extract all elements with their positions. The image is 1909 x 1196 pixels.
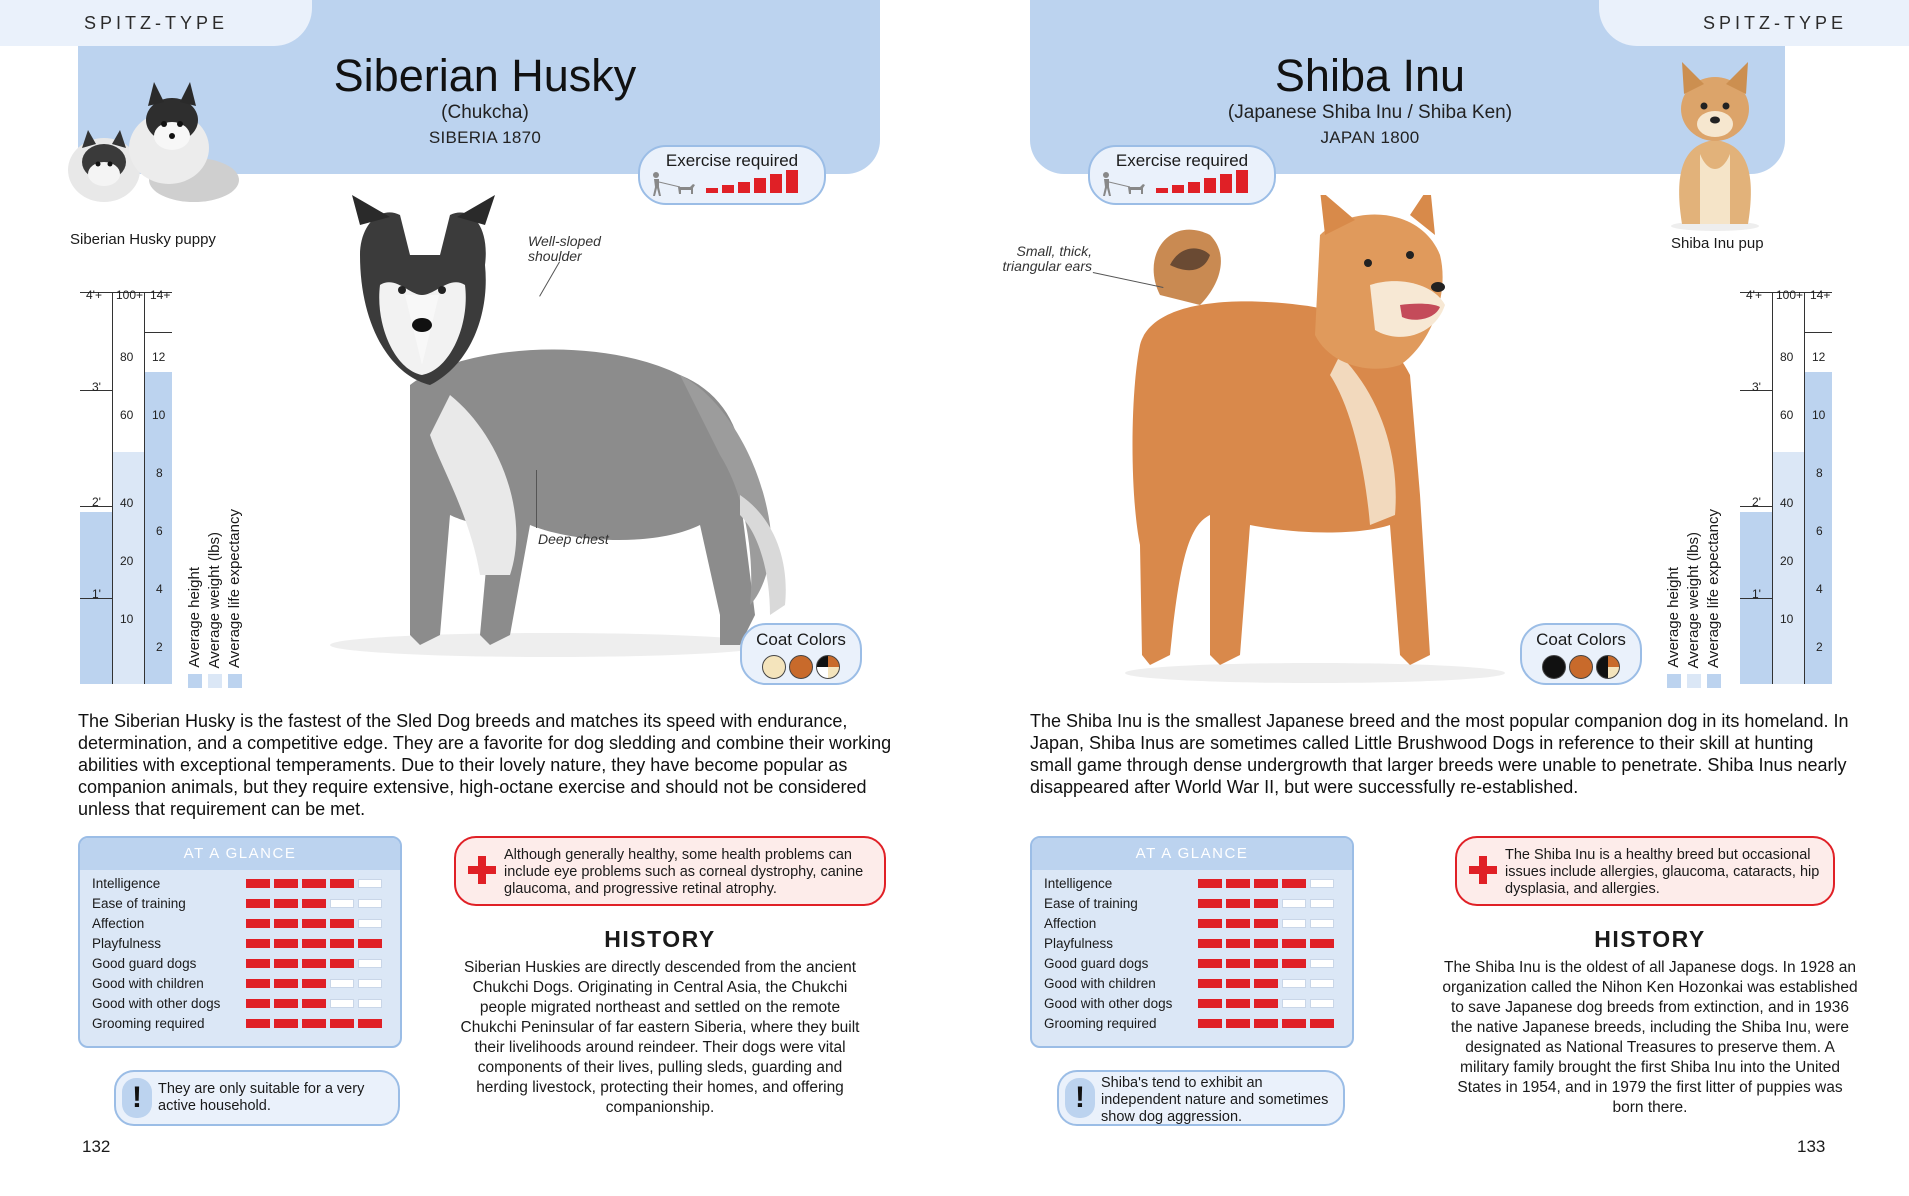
ruler-axis [1804,292,1805,684]
callout-line [536,470,537,528]
meter-segment [1282,919,1306,928]
legend-swatch [1687,674,1701,688]
right-page [955,0,1909,1196]
coat-swatch-cream [762,655,786,679]
meter-segment [1310,879,1334,888]
coat-colors-badge [1520,623,1642,685]
meter-segment [302,879,326,888]
history-text: The Shiba Inu is the oldest of all Japanese dogs. In 1928 an organization called the Nihon Ken Hozonkai was established to save Japanese dog breeds from extinction, and in 1936 the native Japanese breeds, including the Shiba Inu, were designated as National Treasures to preserve them. A military family brought the first Shiba Inu into the United States in 1954, and in 1979 the first litter of puppies was born there. [1442,959,1858,1116]
exercise-bar [1188,182,1200,193]
glance-row [1044,913,1342,933]
weight-fill [112,452,144,684]
glance-label: Ease of training [1044,895,1138,911]
meter-segment [302,979,326,988]
meter-segment [274,1019,298,1028]
life-tick: 14+ [150,288,171,302]
exercise-level-bars [706,170,798,193]
section-tab: SPITZ-TYPE [0,0,312,46]
meter-segment [274,899,298,908]
glance-meter [246,919,382,928]
glance-label: Playfulness [92,935,162,951]
ruler-legend [1665,496,1735,686]
meter-segment [274,939,298,948]
glance-meter [246,999,382,1008]
meter-segment [1226,959,1250,968]
glance-label: Playfulness [1044,935,1114,951]
health-plus-icon [468,856,496,884]
puppy-caption: Siberian Husky puppy [70,231,216,248]
glance-meter [1198,979,1334,988]
weight-tick: 10 [1780,612,1794,626]
exercise-bar [1172,185,1184,193]
breed-origin: JAPAN 1800 [1320,128,1420,147]
glance-meter [246,1019,382,1028]
glance-meter [246,939,382,948]
meter-segment [358,979,382,988]
warning-note [114,1070,400,1126]
meter-segment [1282,899,1306,908]
glance-meter [246,899,382,908]
meter-segment [1254,1019,1278,1028]
legend-life: Average life expectancy [1705,509,1722,668]
meter-segment [302,899,326,908]
glance-row [1044,873,1342,893]
meter-segment [274,999,298,1008]
meter-segment [330,899,354,908]
history-heading: HISTORY [1594,926,1706,952]
breed-description: The Siberian Husky is the fastest of the Sled Dog breeds and matches its speed with endurance, determination, and a competitive edge. They are a favorite for dog sledding and combine their working abilities with exceptional temperaments. Due to their lovely nature, they have become popular as companion animals, but they require extensive, high-octane exercise and should not be considered unless that requirement can be met. [78,711,892,819]
meter-segment [302,1019,326,1028]
glance-title: AT A GLANCE [1032,838,1352,870]
life-tick: 8 [1816,466,1823,480]
glance-label: Grooming required [1044,1015,1157,1031]
coat-swatch-mixed [1596,655,1620,679]
glance-label: Affection [1044,915,1097,931]
glance-label: Good guard dogs [92,955,197,971]
size-ruler-chart [1740,288,1832,684]
weight-tick: 100+ [1776,288,1804,302]
meter-segment [330,1019,354,1028]
legend-swatch [1667,674,1681,688]
height-tick: 2' [92,495,101,509]
weight-tick: 80 [120,350,134,364]
legend-life: Average life expectancy [226,509,243,668]
health-note [454,836,886,906]
meter-segment [1226,919,1250,928]
glance-meter [246,979,382,988]
page-number: 132 [82,1137,111,1156]
meter-segment [1198,999,1222,1008]
history-text: Siberian Huskies are directly descended from the ancient Chukchi Dogs. Originating in Central Asia, the Chukchi people migrated northeast and settled on the remote Chukchi Peninsular of far eastern Siberia, where they built their livelihoods around reindeer. Their dogs were vital components of their lives, pulling sleds, guarding and herding livestock, protecting their homes, and offering companionship. [460,959,860,1116]
meter-segment [1254,899,1278,908]
meter-segment [302,919,326,928]
warning-note [1057,1070,1345,1126]
glance-row [92,893,390,913]
weight-tick: 100+ [116,288,144,302]
meter-segment [274,919,298,928]
shiba-puppy-image [1660,54,1770,232]
meter-segment [1282,879,1306,888]
meter-segment [358,1019,382,1028]
glance-row [1044,1013,1342,1033]
shiba-inu-image [1100,195,1530,685]
meter-segment [274,959,298,968]
meter-segment [246,1019,270,1028]
glance-label: Good with other dogs [1044,995,1173,1011]
meter-segment [1310,999,1334,1008]
legend-swatch [208,674,222,688]
ruler-gridline [1804,332,1832,333]
meter-segment [1254,959,1278,968]
size-ruler-chart [80,288,172,684]
at-a-glance-panel [1030,836,1354,1048]
glance-row [1044,953,1342,973]
meter-segment [1310,899,1334,908]
meter-segment [302,959,326,968]
meter-segment [1254,919,1278,928]
meter-segment [274,879,298,888]
meter-segment [358,919,382,928]
callout-ears: Small, thick, triangular ears [1002,243,1092,275]
life-tick: 8 [156,466,163,480]
meter-segment [1226,979,1250,988]
glance-meter [1198,879,1334,888]
life-tick: 6 [1816,524,1823,538]
glance-label: Ease of training [92,895,186,911]
meter-segment [1226,879,1250,888]
meter-segment [358,959,382,968]
glance-row [92,913,390,933]
meter-segment [1310,979,1334,988]
coat-swatch-red [1569,655,1593,679]
health-plus-icon [1469,856,1497,884]
ruler-axis [1772,292,1773,684]
exercise-bar [722,185,734,193]
exercise-label: Exercise required [1115,151,1249,170]
glance-label: Affection [92,915,145,931]
glance-row [92,973,390,993]
weight-tick: 40 [120,496,134,510]
breed-alt-name: (Japanese Shiba Inu / Shiba Ken) [1227,102,1513,123]
meter-segment [1198,879,1222,888]
meter-segment [358,999,382,1008]
meter-segment [1254,999,1278,1008]
breed-origin: SIBERIA 1870 [428,128,542,147]
meter-segment [246,999,270,1008]
exercise-bar [1156,188,1168,193]
life-tick: 2 [156,640,163,654]
legend-weight: Average weight (lbs) [206,531,223,668]
meter-segment [330,879,354,888]
exercise-bar [738,182,750,193]
coat-colors-badge [740,623,862,685]
meter-segment [1198,979,1222,988]
meter-segment [1226,899,1250,908]
coat-label: Coat Colors [756,630,846,649]
meter-segment [330,959,354,968]
meter-segment [358,879,382,888]
weight-tick: 60 [120,408,134,422]
history-heading: HISTORY [604,926,716,952]
meter-segment [1254,979,1278,988]
glance-rows [80,870,400,1033]
meter-segment [246,939,270,948]
life-tick: 14+ [1810,288,1831,302]
meter-segment [1310,919,1334,928]
meter-segment [1282,999,1306,1008]
meter-segment [1282,979,1306,988]
note-text: They are only suitable for a very active household. [158,1081,365,1114]
meter-segment [246,879,270,888]
exercise-bar [770,174,782,193]
glance-row [92,953,390,973]
exercise-bar [1220,174,1232,193]
breed-title: Shiba Inu [1274,50,1466,101]
life-tick: 4 [1816,582,1823,596]
dog-walker-icon [1100,171,1152,197]
meter-segment [1310,939,1334,948]
glance-row [1044,933,1342,953]
legend-swatch [228,674,242,688]
glance-row [92,873,390,893]
meter-segment [274,979,298,988]
life-tick: 10 [1812,408,1826,422]
meter-segment [330,999,354,1008]
meter-segment [1226,939,1250,948]
legend-swatch [188,674,202,688]
life-tick: 12 [152,350,166,364]
ruler-axis [112,292,113,684]
glance-row [1044,993,1342,1013]
section-tab: SPITZ-TYPE [1599,0,1909,46]
legend-weight: Average weight (lbs) [1685,531,1702,668]
callout-shoulder: Well-sloped shoulder [528,233,601,265]
glance-label: Good guard dogs [1044,955,1149,971]
glance-label: Grooming required [92,1015,205,1031]
weight-tick: 10 [120,612,134,626]
glance-meter [1198,959,1334,968]
life-tick: 12 [1812,350,1826,364]
coat-label: Coat Colors [1536,630,1626,649]
glance-row [92,993,390,1013]
meter-segment [1198,899,1222,908]
exercise-bar [786,170,798,193]
meter-segment [1310,959,1334,968]
glance-meter [1198,1019,1334,1028]
ruler-gridline [144,332,172,333]
height-tick: 4'+ [1746,288,1762,302]
glance-row [1044,893,1342,913]
glance-label: Good with other dogs [92,995,221,1011]
weight-fill [1772,452,1804,684]
glance-meter [1198,919,1334,928]
glance-meter [1198,999,1334,1008]
glance-rows [1032,870,1352,1033]
life-tick: 2 [1816,640,1823,654]
exclamation-icon: ! [1065,1078,1095,1118]
meter-segment [330,919,354,928]
meter-segment [1226,999,1250,1008]
glance-label: Good with children [92,975,204,991]
glance-title: AT A GLANCE [80,838,400,870]
coat-swatch-mixed [816,655,840,679]
glance-meter [1198,939,1334,948]
breed-alt-name: (Chukcha) [441,102,529,123]
health-note [1455,836,1835,906]
life-tick: 4 [156,582,163,596]
meter-segment [1254,879,1278,888]
exercise-bar [706,188,718,193]
dog-walker-icon [650,171,702,197]
height-tick: 4'+ [86,288,102,302]
meter-segment [1198,919,1222,928]
meter-segment [246,899,270,908]
weight-tick: 40 [1780,496,1794,510]
weight-tick: 60 [1780,408,1794,422]
weight-tick: 20 [120,554,134,568]
glance-label: Intelligence [1044,875,1113,891]
health-text: The Shiba Inu is a healthy breed but occasional issues include allergies, glaucoma, cataracts, hip dysplasia, and allergies. [1505,847,1820,897]
left-page [0,0,954,1196]
meter-segment [1254,939,1278,948]
meter-segment [302,999,326,1008]
glance-meter [246,959,382,968]
glance-label: Good with children [1044,975,1156,991]
ruler-legend [186,496,256,686]
meter-segment [1310,1019,1334,1028]
glance-row [1044,973,1342,993]
legend-swatch [1707,674,1721,688]
page-number: 133 [1797,1137,1826,1156]
height-tick: 2' [1752,495,1761,509]
note-text: Shiba's tend to exhibit an independent nature and sometimes show dog aggression. [1101,1075,1329,1125]
meter-segment [302,939,326,948]
coat-swatch-black [1542,655,1566,679]
height-tick: 1' [1752,587,1761,601]
health-text: Although generally healthy, some health problems can include eye problems such as corneal dystrophy, canine glaucoma, and progressive retinal atrophy. [504,847,864,897]
meter-segment [358,939,382,948]
siberian-husky-image [300,195,800,665]
meter-segment [246,979,270,988]
life-tick: 6 [156,524,163,538]
weight-tick: 20 [1780,554,1794,568]
at-a-glance-panel [78,836,402,1048]
glance-meter [1198,899,1334,908]
glance-row [92,933,390,953]
exercise-label: Exercise required [665,151,799,170]
meter-segment [330,979,354,988]
height-tick: 1' [92,587,101,601]
life-tick: 10 [152,408,166,422]
legend-height: Average height [1665,567,1682,668]
exercise-bar [1236,170,1248,193]
weight-tick: 80 [1780,350,1794,364]
meter-segment [358,899,382,908]
height-tick: 3' [92,380,101,394]
meter-segment [1282,939,1306,948]
callout-chest: Deep chest [538,531,609,547]
exercise-bar [754,178,766,193]
ruler-axis [144,292,145,684]
meter-segment [246,959,270,968]
glance-row [92,1013,390,1033]
meter-segment [330,939,354,948]
puppy-caption: Shiba Inu pup [1671,235,1764,252]
height-tick: 3' [1752,380,1761,394]
glance-meter [246,879,382,888]
exclamation-icon: ! [122,1078,152,1118]
meter-segment [1282,1019,1306,1028]
legend-height: Average height [186,567,203,668]
exercise-level-bars [1156,170,1248,193]
meter-segment [1282,959,1306,968]
meter-segment [246,919,270,928]
exercise-bar [1204,178,1216,193]
coat-swatch-red [789,655,813,679]
meter-segment [1226,1019,1250,1028]
husky-puppy-image [44,70,244,220]
breed-description: The Shiba Inu is the smallest Japanese breed and the most popular companion dog in its homeland. In Japan, Shiba Inus are sometimes called Little Brushwood Dogs in reference to their skill at hunting small game through dense undergrowth that larger breeds were unable to penetrate. Shiba Inus nearly disappeared after World War II, but were successfully re-established. [1030,711,1849,797]
meter-segment [1198,959,1222,968]
breed-title: Siberian Husky [333,50,637,101]
meter-segment [1198,939,1222,948]
glance-label: Intelligence [92,875,161,891]
meter-segment [1198,1019,1222,1028]
